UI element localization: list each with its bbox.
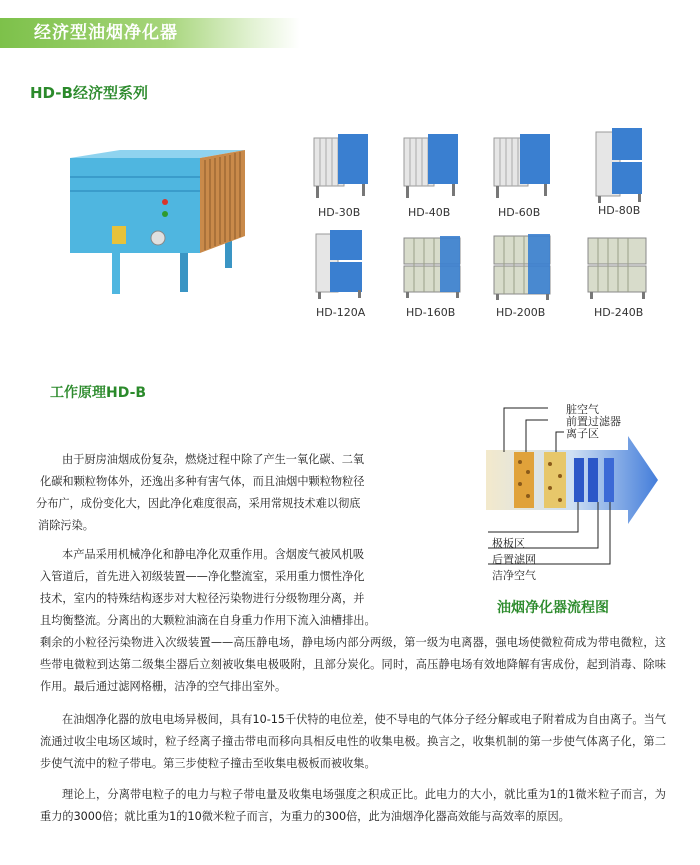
paragraph-2-line-3: 技术，室内的特殊结构逐步对大粒径污染物进行分级物理分离，并 bbox=[40, 592, 365, 605]
model-image-hd-160b bbox=[400, 232, 464, 298]
model-image-hd-60b bbox=[490, 128, 554, 200]
flow-label-clean-air: 洁净空气 bbox=[492, 569, 536, 582]
page-title: 经济型油烟净化器 bbox=[34, 23, 178, 43]
model-image-hd-80b bbox=[590, 124, 650, 204]
model-image-hd-120a bbox=[312, 228, 368, 300]
model-image-hd-240b bbox=[584, 232, 650, 300]
flow-label-ion-zone: 离子区 bbox=[566, 427, 599, 440]
series-title: HD-B经济型系列 bbox=[30, 84, 148, 102]
paragraph-3: 剩余的小粒径污染物进入次级装置——高压静电场，静电场内部分两级，第一级为电离器，强电场使微粒荷成为带电微粒，这些带电微粒到达第二级集尘器后立刻被收集电极吸附，且部分炭化。同时，高压静电场有效地降解有害成份，起到消毒、除味作用。最后通过滤网格栅，洁净的空气排出室外。 bbox=[40, 636, 666, 693]
model-image-hd-30b bbox=[308, 128, 372, 200]
paragraph-4: 在油烟净化器的放电电场异极间，具有10-15千伏特的电位差，使不导电的气体分子经分解或电子附着成为自由离子。当气流通过收尘电场区域时，粒子经离子撞击带电而移向具相反电性的收集电极。换言之，收集机制的第一步使气体离子化，第二步使气流中的粒子带电。第三步使粒子撞击至收集电极板而被收集。 bbox=[40, 713, 666, 770]
model-label-hd-240b: HD-240B bbox=[594, 306, 644, 319]
flow-label-dirty-air: 脏空气 bbox=[566, 403, 599, 416]
paragraph-1-line-1: 由于厨房油烟成份复杂，燃烧过程中除了产生一氧化碳、二氧 bbox=[62, 453, 365, 466]
model-label-hd-120a: HD-120A bbox=[316, 306, 366, 319]
header-banner bbox=[0, 18, 300, 48]
paragraph-1-line-4: 消除污染。 bbox=[38, 519, 94, 532]
flow-label-plate-zone: 极板区 bbox=[492, 537, 525, 550]
model-label-hd-200b: HD-200B bbox=[496, 306, 546, 319]
paragraph-2-line-4: 且均衡整流。分离出的大颗粒油滴在自身重力作用下流入油槽排出。 bbox=[40, 614, 376, 627]
model-label-hd-30b: HD-30B bbox=[318, 206, 361, 219]
model-label-hd-40b: HD-40B bbox=[408, 206, 451, 219]
paragraph-1-line-2: 化碳和颗粒物体外，还逸出多种有害气体，而且油烟中颗粒物粒径 bbox=[40, 475, 365, 488]
model-label-hd-60b: HD-60B bbox=[498, 206, 541, 219]
section-title-principle: 工作原理HD-B bbox=[50, 385, 147, 401]
flow-diagram-caption: 油烟净化器流程图 bbox=[497, 600, 609, 616]
paragraph-2-line-1: 本产品采用机械净化和静电净化双重作用。含烟废气被风机吸 bbox=[62, 548, 365, 561]
paragraph-5: 理论上，分离带电粒子的电力与粒子带电量及收集电场强度之积成正比。此电力的大小，就比重为1的1微米粒子而言，为重力的3000倍；就比重为1的10微米粒子而言，为重力的300倍，此为油烟净化器高效能与高效率的原因。 bbox=[40, 788, 666, 823]
paragraph-1-line-3: 分布广，成份变化大，因此净化难度很高，采用常规技术难以彻底 bbox=[36, 497, 361, 510]
flow-label-prefilter: 前置过滤器 bbox=[566, 415, 621, 428]
main-product-image bbox=[60, 148, 250, 298]
model-label-hd-160b: HD-160B bbox=[406, 306, 456, 319]
model-image-hd-200b bbox=[490, 230, 554, 300]
paragraph-2-line-2: 入管道后，首先进入初级装置——净化整流室，采用重力惯性净化 bbox=[40, 570, 365, 583]
flow-label-post-filter: 后置滤网 bbox=[492, 553, 536, 566]
model-label-hd-80b: HD-80B bbox=[598, 204, 641, 217]
model-image-hd-40b bbox=[398, 128, 462, 200]
